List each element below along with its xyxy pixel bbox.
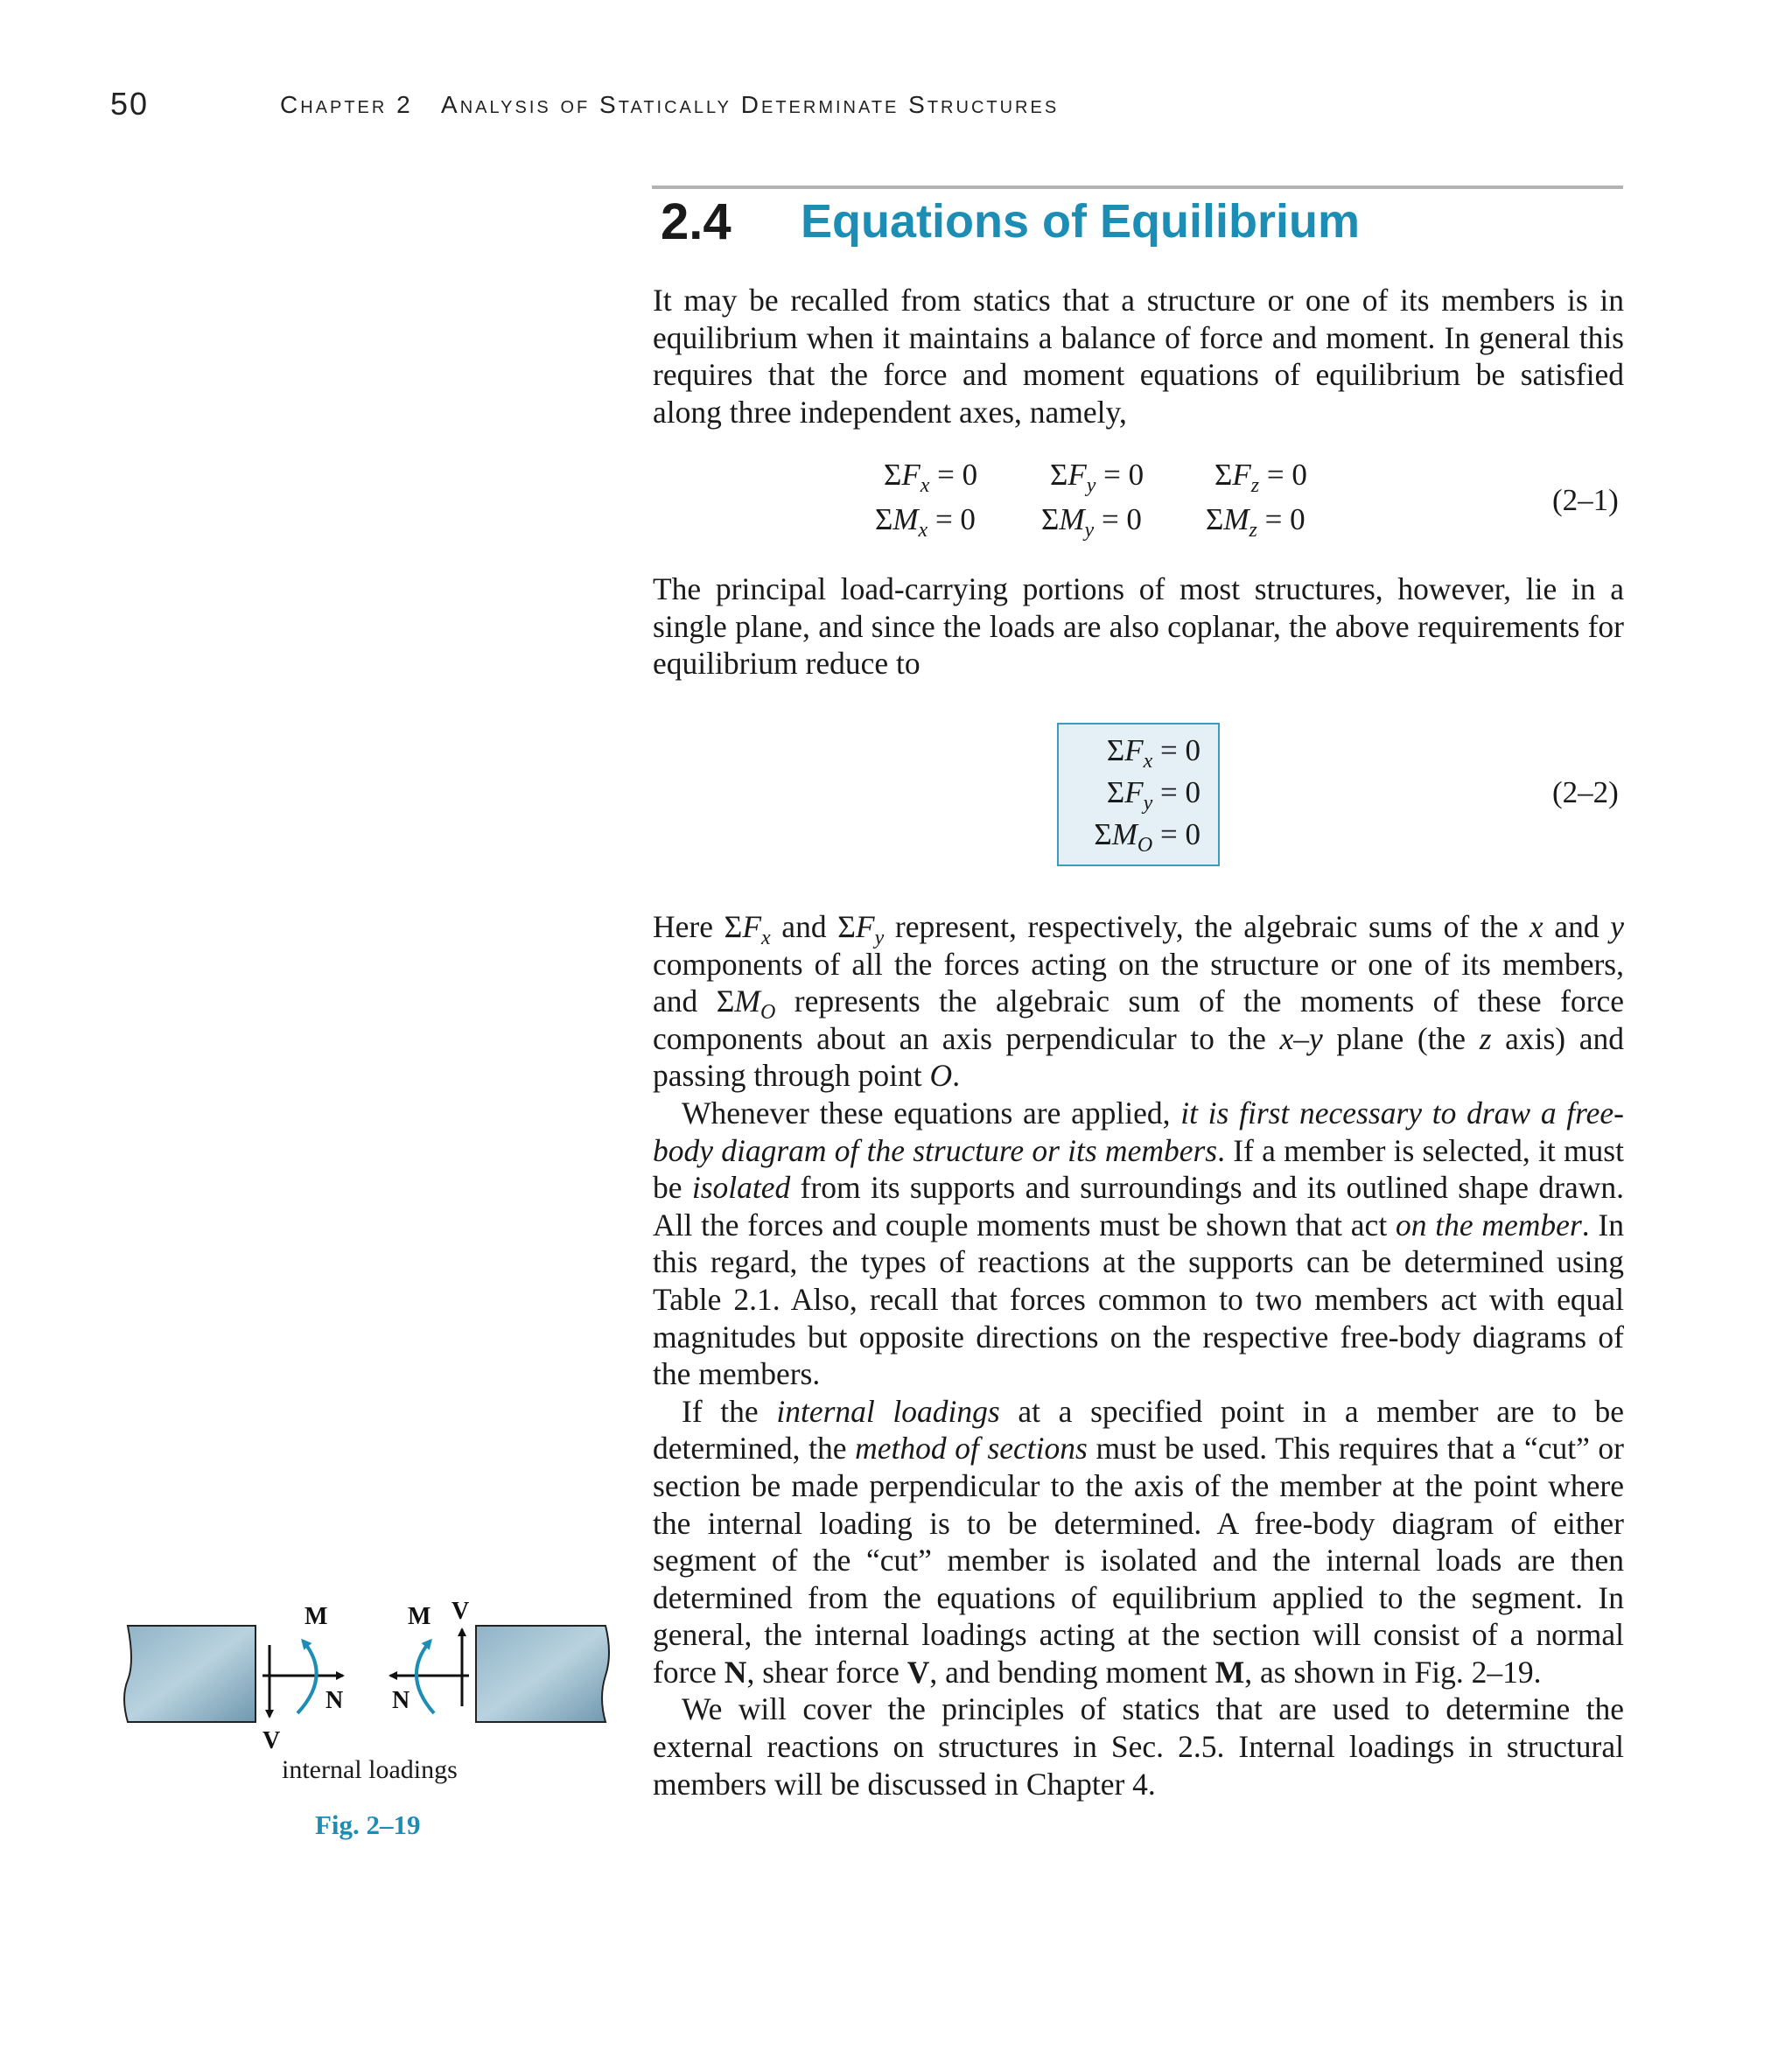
page-number: 50 <box>110 86 150 122</box>
section-title: Equations of Equilibrium <box>801 195 1360 248</box>
label-moment-left: M <box>304 1603 328 1630</box>
equation-sum-fx: $\Sigma F_x = 0$ <box>1106 733 1200 773</box>
equation-sum-fz: $\Sigma F_z = 0$ <box>1214 458 1307 497</box>
paragraph-group-main <box>653 908 1624 1802</box>
label-moment-right: M <box>408 1603 431 1630</box>
equation-number-2-2: (2–2) <box>1552 775 1619 809</box>
label-normal-right: N <box>392 1687 410 1714</box>
paragraph-text: The principal load-carrying portions of most structures, however, lie in a single plane, and since the loads are also coplanar, the above requirements for equilibrium reduce to <box>653 571 1624 682</box>
equation-sum-mo: $\Sigma M_O = 0$ <box>1094 817 1200 857</box>
paragraph-intro <box>653 282 1624 430</box>
equation-sum-fy: $\Sigma F_y = 0$ <box>1050 458 1144 497</box>
chapter-label: Chapter 2 <box>280 91 413 118</box>
paragraph-here: Here $\Sigma F_x$ and $\Sigma F_y$ represent, respectively, the algebraic sums of the x and y components of all the forces acting on the structure or one of its members, and $\Sigma M_O$ represents the algebraic sum of the moments of these force components about an axis perpendicular to the x–y plane (the z axis) and passing through point O. <box>653 909 1625 1094</box>
right-beam-segment <box>476 1626 609 1722</box>
paragraph-closing: We will cover the principles of statics that are used to determine the external reactions on structures in Sec. 2.5. Internal loadings in structural members will be discussed in Chapter 4. <box>653 1691 1624 1802</box>
paragraph-internal-loadings: If the internal loadings at a specified point in a member are to be determined, the method of sections must be used. This requires that a “cut” or section be made perpendicular to the axis of the member at the point where the internal loading is to be determined. A free-body diagram of either segment of the “cut” member is isolated and the internal loads are then determined from the equations of equilibrium applied to the segment. In general, the internal loadings acting at the section will consist of a normal force N, shear force V, and bending moment M, as shown in Fig. 2–19. <box>653 1393 1625 1690</box>
equation-sum-mx: $\Sigma M_x = 0$ <box>875 502 976 542</box>
label-normal-left: N <box>326 1687 344 1714</box>
equation-sum-fx: $\Sigma F_x = 0$ <box>884 458 978 497</box>
section-rule <box>652 186 1623 189</box>
paragraph-coplanar <box>653 570 1624 682</box>
paragraph-text: It may be recalled from statics that a structure or one of its members is in equilibrium when it maintains a balance of force and moment. In general this requires that the force and moment equations of equilibrium be satisfied along three independent axes, namely, <box>653 283 1624 430</box>
paragraph-whenever: Whenever these equations are applied, it is first necessary to draw a free-body diagram of the structure or its members. If a member is selected, it must be isolated from its supports and surroundings and its outlined shape drawn. All the forces and couple moments must be shown that act on the member. In this regard, the types of reactions at the supports can be determined using Table 2.1. Also, recall that forces common to two members act with equal magnitudes but opposite directions on the respective free-body diagrams of the members. <box>653 1095 1624 1392</box>
equation-sum-my: $\Sigma M_y = 0$ <box>1041 502 1142 542</box>
chapter-title: Analysis of Statically Determinate Structures <box>441 91 1060 118</box>
figure-caption: internal loadings <box>282 1755 458 1784</box>
figure-label: Fig. 2–19 <box>315 1810 421 1840</box>
left-beam-segment <box>124 1626 256 1722</box>
section-number: 2.4 <box>661 193 732 250</box>
figure-internal-loadings <box>122 1592 621 1750</box>
equation-sum-fy: $\Sigma F_y = 0$ <box>1106 775 1200 815</box>
equation-sum-mz: $\Sigma M_z = 0$ <box>1206 502 1306 542</box>
equation-number-2-1: (2–1) <box>1552 483 1619 517</box>
label-shear-right: V <box>452 1598 470 1625</box>
running-head <box>280 91 1059 119</box>
label-shear-left: V <box>262 1727 281 1750</box>
equation-box-2-2 <box>1057 723 1220 866</box>
